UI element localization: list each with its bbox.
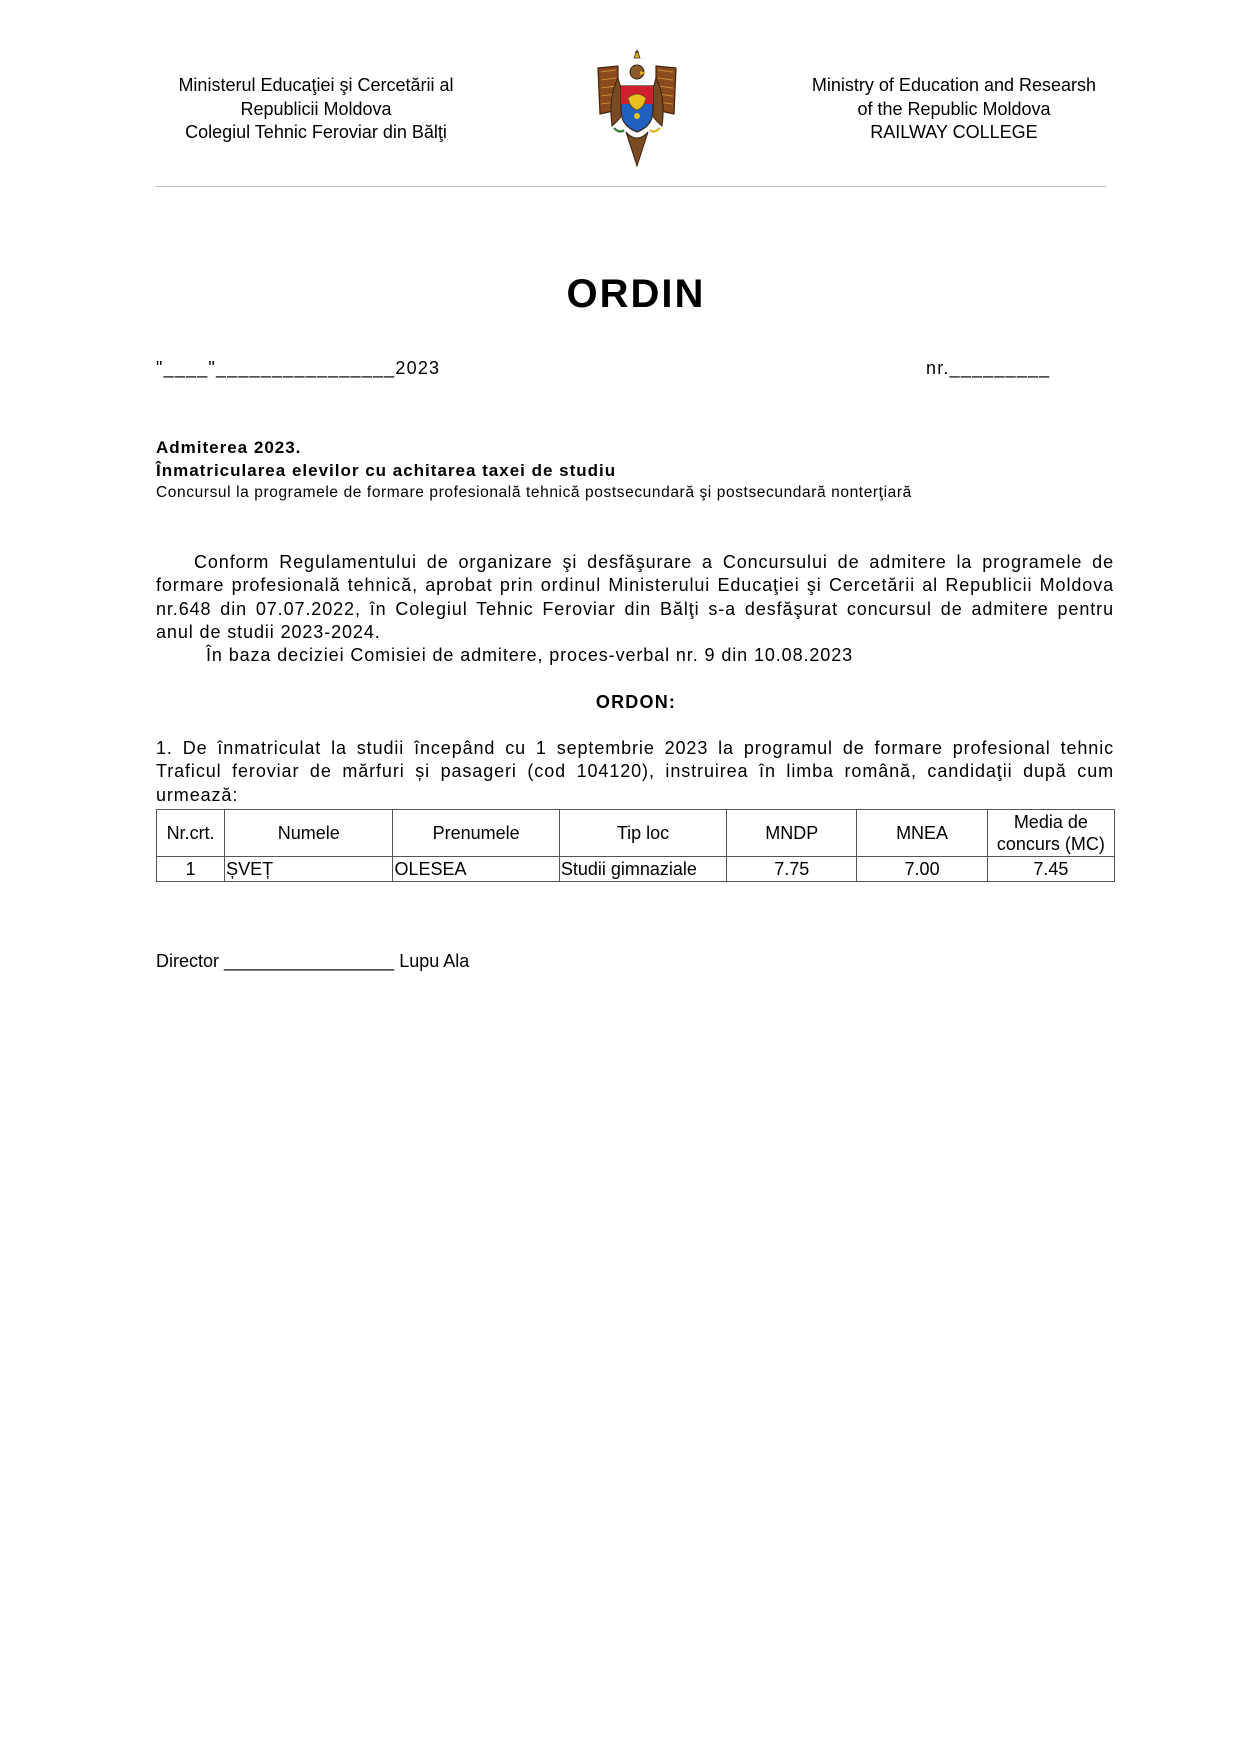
cell-mnea: 7.00	[857, 857, 987, 882]
subject-line-1: Admiterea 2023.	[156, 438, 302, 457]
director-signature-line: Director _________________ Lupu Ala	[156, 951, 470, 971]
ordon-heading: ORDON:	[595, 692, 677, 712]
cell-mc: 7.45	[987, 857, 1114, 882]
header-left-line-1: Ministerul Educaţiei şi Cercetării al	[178, 75, 454, 95]
moldova-coat-of-arms-icon	[588, 48, 686, 170]
cell-prenumele: OLESEA	[393, 857, 559, 882]
subject-line-3: Concursul la programele de formare profesională tehnică postsecundară şi postsecundară nonterţiară	[156, 484, 912, 501]
header-left-line-2: Republicii Moldova	[240, 98, 392, 119]
col-header-mc: Media de concurs (MC)	[987, 810, 1114, 857]
col-header-numele: Numele	[225, 810, 393, 857]
col-header-prenumele: Prenumele	[393, 810, 559, 857]
header-left-line-3: Colegiul Tehnic Feroviar din Bălţi	[185, 122, 447, 142]
cell-tip-loc: Studii gimnaziale	[559, 857, 726, 882]
document-title: ORDIN	[566, 272, 706, 316]
table-header-row	[157, 810, 1115, 857]
header-right-line-3: RAILWAY COLLEGE	[870, 122, 1038, 142]
cell-nr: 1	[157, 857, 225, 882]
admission-table	[156, 809, 1115, 882]
table-row	[157, 857, 1115, 882]
document-subject	[156, 436, 1116, 504]
header-right-institution	[798, 74, 1110, 145]
paragraph-enrollment: 1. De înmatriculat la studii începând cu 1 septembrie 2023 la programul de formare profesional tehnic Traficul feroviar de mărfuri și pasageri (cod 104120), instruirea în limba română, candidaţii după cum urmează:	[156, 738, 1114, 805]
subject-line-2: Înmatricularea elevilor cu achitarea taxei de studiu	[156, 461, 617, 480]
col-header-nr: Nr.crt.	[157, 810, 225, 857]
col-header-mndp: MNDP	[727, 810, 857, 857]
header-divider	[156, 186, 1106, 187]
cell-mndp: 7.75	[727, 857, 857, 882]
col-header-tip-loc: Tip loc	[559, 810, 726, 857]
header-right-line-2: of the Republic Moldova	[857, 98, 1051, 119]
paragraph-commission-decision: În baza deciziei Comisiei de admitere, proces-verbal nr. 9 din 10.08.2023	[206, 645, 854, 665]
cell-numele: ȘVEȚ	[225, 857, 393, 882]
header-right-line-1: Ministry of Education and Researsh	[811, 75, 1097, 95]
paragraph-regulation: Conform Regulamentului de organizare şi desfăşurare a Concursului de admitere la programele de formare profesională tehnică, aprobat prin ordinul Ministerului Educaţiei şi Cercetării al Republicii Moldova nr.648 din 07.07.2022, în Colegiul Tehnic Feroviar din Bălţi s-a desfăşurat concursul de admitere pentru anul de studii 2023-2024.	[156, 552, 1114, 642]
order-number-line: nr._________	[926, 358, 1051, 378]
header-left-institution	[160, 74, 472, 145]
col-header-mnea: MNEA	[857, 810, 987, 857]
date-line: "____"________________2023	[156, 358, 441, 378]
